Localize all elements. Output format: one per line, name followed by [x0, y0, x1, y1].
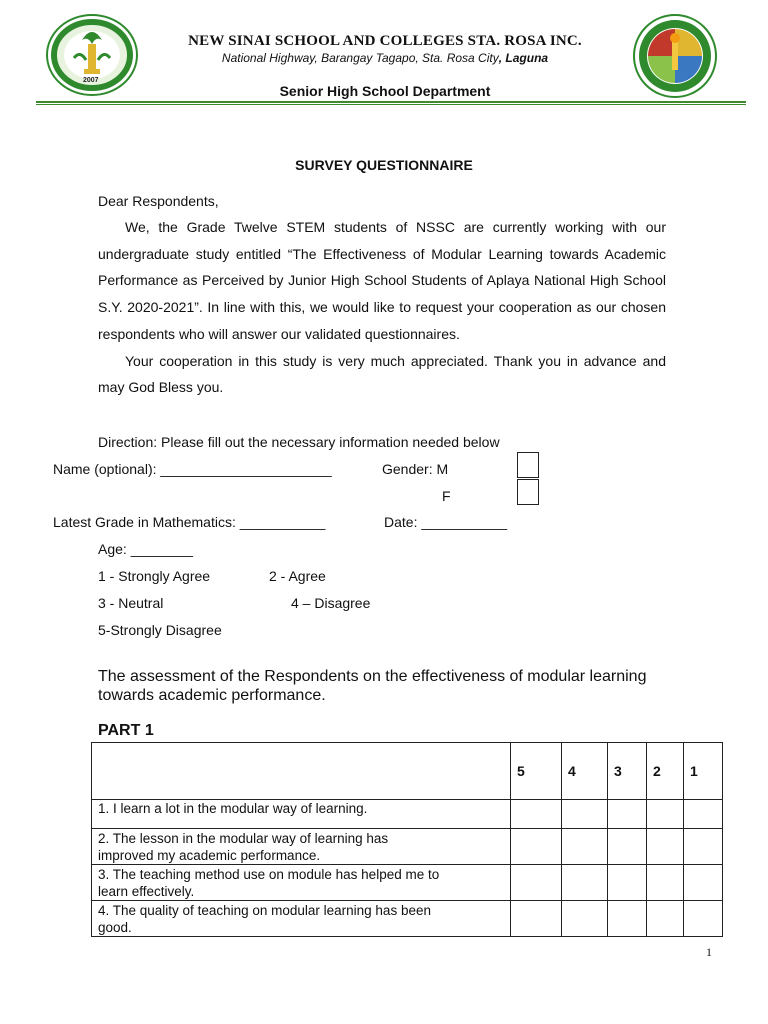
gender-female-label: F: [442, 488, 451, 504]
item-text: [92, 901, 511, 937]
page-number: 1: [706, 945, 712, 959]
department-title: Senior High School Department: [279, 83, 491, 99]
rating-cell[interactable]: [684, 865, 723, 901]
column-header-2: 2: [647, 743, 684, 800]
direction-text: Direction: Please fill out the necessary information needed below: [98, 434, 500, 450]
gender-male-checkbox[interactable]: [517, 452, 539, 478]
header-rule-thin: [36, 104, 746, 105]
rating-cell[interactable]: [684, 800, 723, 829]
assessment-heading: The assessment of the Respondents on the effectiveness of modular learning towards academic performance.: [98, 668, 647, 704]
logo-year: 2007: [83, 77, 99, 84]
scale-strongly-agree: 1 - Strongly Agree: [98, 568, 211, 584]
column-header-4: 4: [562, 743, 608, 800]
name-field[interactable]: Name (optional): ______________________: [53, 461, 332, 477]
rating-cell[interactable]: [608, 865, 647, 901]
address-province: , Laguna: [498, 51, 549, 65]
rating-cell[interactable]: [647, 829, 684, 865]
column-header-1: 1: [684, 743, 723, 800]
header-rule: [36, 101, 746, 103]
rating-cell[interactable]: [647, 901, 684, 937]
rating-cell[interactable]: [562, 865, 608, 901]
rating-cell[interactable]: [511, 865, 562, 901]
math-grade-field[interactable]: Latest Grade in Mathematics: ___________: [53, 514, 326, 530]
gender-female-checkbox[interactable]: [517, 479, 539, 505]
item-header: [92, 743, 511, 800]
date-field[interactable]: Date: ___________: [384, 514, 507, 530]
rating-cell[interactable]: [562, 800, 608, 829]
rating-cell[interactable]: [684, 901, 723, 937]
column-header-3: 3: [608, 743, 647, 800]
intro-paragraph: [98, 214, 666, 401]
table-row: [92, 829, 723, 865]
item-text: [92, 829, 511, 865]
table-row: [92, 800, 723, 829]
school-address: [150, 51, 620, 65]
school-logo-right: [632, 14, 718, 98]
table-row: [92, 865, 723, 901]
paragraph-2: Your cooperation in this study is very much appreciated. Thank you in advance and may God Bless you.: [98, 352, 666, 396]
scale-strongly-disagree: 5-Strongly Disagree: [98, 622, 222, 638]
gender-label: Gender: M: [382, 461, 449, 477]
rating-cell[interactable]: [562, 901, 608, 937]
rating-cell[interactable]: [511, 901, 562, 937]
rating-cell[interactable]: [511, 800, 562, 829]
scale-disagree: 4 – Disagree: [291, 595, 371, 611]
rating-cell[interactable]: [608, 829, 647, 865]
table-row: [92, 901, 723, 937]
scale-agree: 2 - Agree: [269, 568, 326, 584]
rating-cell[interactable]: [684, 829, 723, 865]
paragraph-1: We, the Grade Twelve STEM students of NSSC are currently working with our undergraduate study entitled “The Effectiveness of Modular Learning towards Academic Performance as Perceived by Junior High School Students of Aplaya National High School S.Y. 2020-2021”. In line with this, we would like to request your cooperation as our chosen respondents who will answer our validated questionnaires.: [98, 219, 666, 342]
survey-table: [91, 742, 723, 937]
address-main: National Highway, Barangay Tagapo, Sta. Rosa City: [221, 51, 499, 65]
item-text-label: 3. The teaching method use on module has helped me to learn effectively.: [98, 866, 440, 899]
school-name: NEW SINAI SCHOOL AND COLLEGES STA. ROSA INC.: [188, 33, 582, 49]
rating-cell[interactable]: [608, 901, 647, 937]
item-text-label: 2. The lesson in the modular way of learning has improved my academic performance.: [98, 830, 389, 863]
part-label: PART 1: [98, 722, 154, 739]
rating-cell[interactable]: [511, 829, 562, 865]
school-logo-left: [46, 14, 138, 96]
table-header-row: [92, 743, 723, 800]
item-text-label: 4. The quality of teaching on modular learning has been good.: [98, 902, 431, 935]
age-field[interactable]: Age: ________: [98, 541, 193, 557]
column-header-5: 5: [511, 743, 562, 800]
greeting: Dear Respondents,: [98, 193, 219, 209]
item-text: 1. I learn a lot in the modular way of learning.: [92, 800, 511, 829]
rating-cell[interactable]: [647, 800, 684, 829]
scale-neutral: 3 - Neutral: [98, 595, 164, 611]
rating-cell[interactable]: [608, 800, 647, 829]
rating-cell[interactable]: [647, 865, 684, 901]
item-text: [92, 865, 511, 901]
survey-title: SURVEY QUESTIONNAIRE: [295, 157, 473, 173]
rating-cell[interactable]: [562, 829, 608, 865]
